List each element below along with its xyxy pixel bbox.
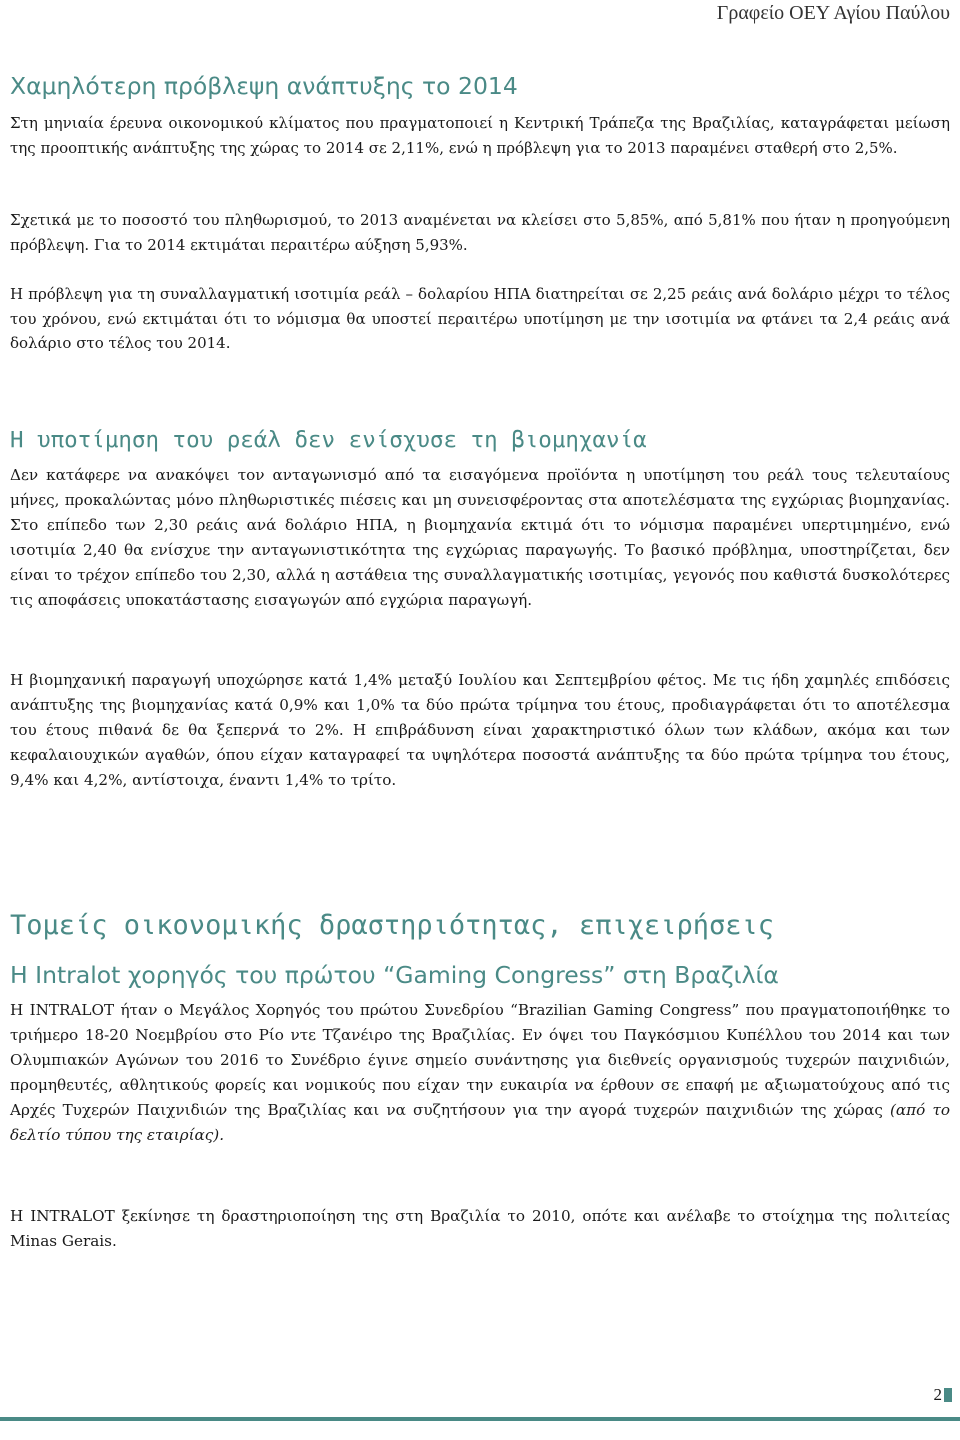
header-office: Γραφείο ΟΕΥ Αγίου Παύλου <box>716 2 950 24</box>
intralot-congress-text: Η INTRALOT ήταν ο Μεγάλος Χορηγός του πρώτου Συνεδρίου “Brazilian Gaming Congress” που πραγματοποιήθηκε το τριήμερο 18-20 Νοεμβρίου στο Ρίο ντε Τζανέιρο της Βραζιλίας. Εν όψει του Παγκόσμιου Κυπέλλου του 2014 και των Ολυμπιακών Αγώνων του 2016 το Συνέδριο έγινε σημείο συνάντησης για διεθνείς οργανισμούς τυχερών παιχνιδιών, προμηθευτές, αθλητικούς φορείς και νομικούς που είχαν την ευκαιρία να έρθουν σε επαφή με αξιωματούχους από τις Αρχές Τυχερών Παιχνιδιών της Βραζιλίας και να συζητήσουν για την αγορά τυχερών παιχνιδιών της χώρας <box>10 1001 950 1119</box>
paragraph-intralot-congress <box>10 998 950 1148</box>
section-title-industry: Η υποτίμηση του ρεάλ δεν ενίσχυσε τη βιομηχανία <box>10 427 647 453</box>
paragraph-growth-forecast: Στη μηνιαία έρευνα οικονομικού κλίματος που πραγματοποιεί η Κεντρική Τράπεζα της Βραζιλίας, καταγράφεται μείωση της προοπτικής ανάπτυξης της χώρας το 2014 σε 2,11%, ενώ η πρόβλεψη για το 2013 παραμένει σταθερή στο 2,5%. <box>10 114 950 157</box>
footer-accent-mark <box>944 1388 952 1402</box>
section-subtitle-intralot: Η Intralot χορηγός του πρώτου “Gaming Congress” στη Βραζιλία <box>10 961 779 989</box>
section-title-business: Τομείς οικονομικής δραστηριότητας, επιχειρήσεις <box>10 910 775 941</box>
paragraph-exchange-rate: Η πρόβλεψη για τη συναλλαγματική ισοτιμία ρεάλ – δολαρίου ΗΠΑ διατηρείται σε 2,25 ρεάις ανά δολάριο μέχρι το τέλος του χρόνου, ενώ εκτιμάται ότι το νόμισμα θα υποστεί περαιτέρω υποτίμηση με την ισοτιμία να φτάνει τα 2,4 ρεάις ανά δολάριο στο τέλος του 2014. <box>10 285 950 352</box>
page-number: 2 <box>933 1385 942 1404</box>
paragraph-real-devaluation: Δεν κατάφερε να ανακόψει τον ανταγωνισμό από τα εισαγόμενα προϊόντα η υποτίμηση του ρεάλ τους τελευταίους μήνες, προκαλώντας μόνο πληθωριστικές πιέσεις και μη συνεισφέροντας στα αποτελέσματα της εγχώριας βιομηχανίας. Στο επίπεδο των 2,30 ρεάις ανά δολάριο ΗΠΑ, η βιομηχανία εκτιμά ότι το νόμισμα παραμένει υπερτιμημένο, ενώ ισοτιμία 2,40 θα ενίσχυε την ανταγωνιστικότητα της εγχώριας παραγωγής. Το βασικό πρόβλημα, υποστηρίζεται, δεν είναι το τρέχον επίπεδο του 2,30, αλλά η αστάθεια της συναλλαγματικής ισοτιμίας, γεγονός που καθιστά δυσκολότερες τις αποφάσεις υποκατάστασης εισαγωγών από εγχώρια παραγωγή. <box>10 466 950 609</box>
paragraph-industrial-production: Η βιομηχανική παραγωγή υποχώρησε κατά 1,4% μεταξύ Ιουλίου και Σεπτεμβρίου φέτος. Με τις ήδη χαμηλές επιδόσεις ανάπτυξης της βιομηχανίας κατά 0,9% και 1,0% τα δύο πρώτα τρίμηνα του έτους, προδιαγράφεται ότι το αποτέλεσμα του έτους πιθανά δε θα ξεπερνά το 2%. Η επιβράδυνση είναι χαρακτηριστικό όλων των κλάδων, ακόμα και των κεφαλαιουχικών αγαθών, όπου είχαν καταγραφεί τα υψηλότερα ποσοστά ανάπτυξης τα δύο πρώτα τρίμηνα του έτους, 9,4% και 4,2%, αντίστοιχα, έναντι 1,4% το τρίτο. <box>10 671 950 789</box>
footer-rule <box>0 1417 960 1421</box>
paragraph-inflation: Σχετικά με το ποσοστό του πληθωρισμού, το 2013 αναμένεται να κλείσει στο 5,85%, από 5,81% που ήταν η προηγούμενη πρόβλεψη. Για το 2014 εκτιμάται περαιτέρω αύξηση 5,93%. <box>10 211 950 254</box>
paragraph-intralot-activity: Η INTRALOT ξεκίνησε τη δραστηριοποίηση της στη Βραζιλία το 2010, οπότε και ανέλαβε το στοίχημα της πολιτείας Minas Gerais. <box>10 1207 950 1250</box>
press-release-source: (από το δελτίο τύπου της εταιρίας). <box>10 1101 950 1144</box>
section-title-growth: Χαμηλότερη πρόβλεψη ανάπτυξης το 2014 <box>10 72 518 100</box>
